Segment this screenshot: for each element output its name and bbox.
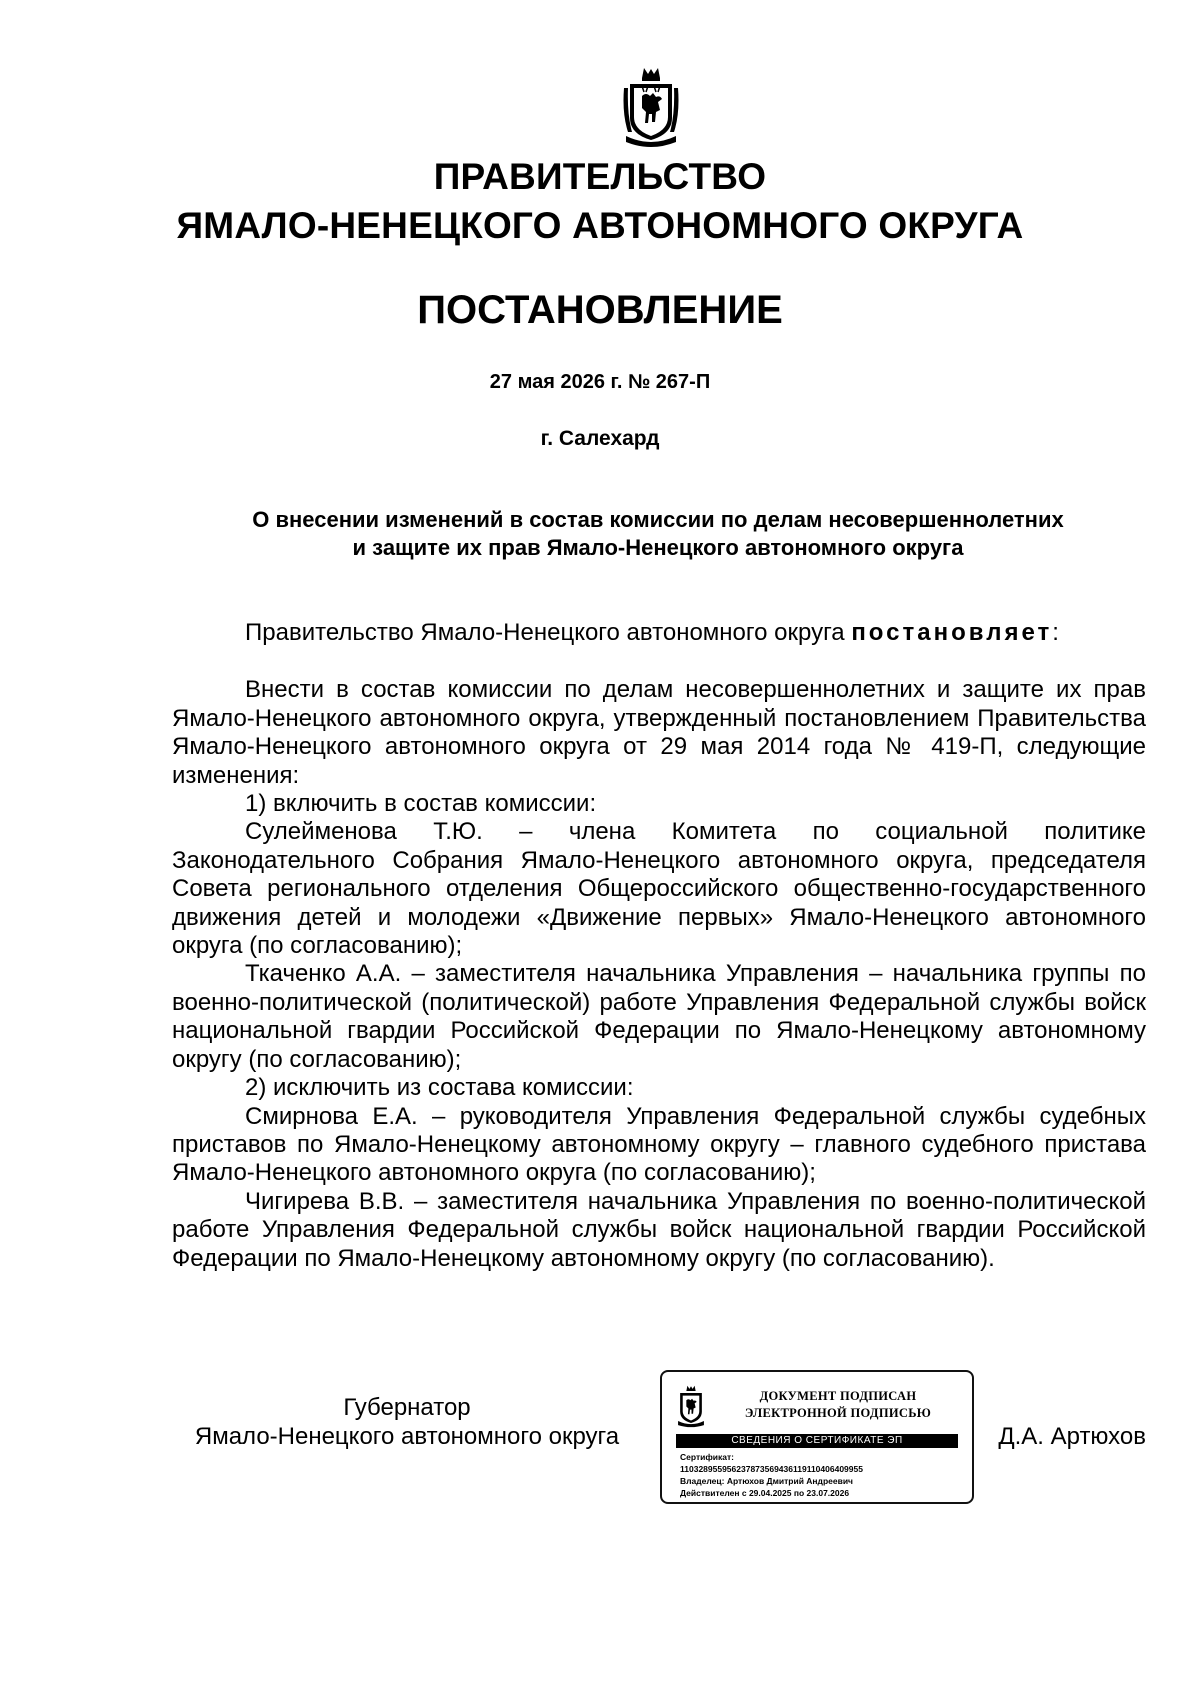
- document-date-number: 27 мая 2026 г. № 267-П: [489, 371, 711, 393]
- stamp-certificate-number: 1103289559562378735694361191104064099​55: [680, 1464, 863, 1474]
- stamp-heading-line2: ЭЛЕКТРОННОЙ ПОДПИСЬЮ: [744, 1406, 932, 1420]
- document-title-line2: и защите их прав Ямало-Ненецкого автономного округа: [352, 535, 964, 560]
- stamp-certificate-bar: СВЕДЕНИЯ О СЕРТИФИКАТЕ ЭП: [676, 1434, 958, 1448]
- document-title: [170, 506, 1146, 562]
- body-paragraph-exclude-heading: 2) исключить из состава комиссии:: [245, 1074, 634, 1102]
- document-type: ПОСТАНОВЛЕНИЕ: [417, 288, 783, 332]
- stamp-heading-line1: ДОКУМЕНТ ПОДПИСАН: [759, 1389, 917, 1403]
- body-paragraph-main: Внести в состав комиссии по делам несовершеннолетних и защите их прав Ямало-Ненецкого автономного округа, утвержденный постановлением Правительства Ямало-Ненецкого автономного округа от 29 мая 2014 года № 419-П, следующие изменения:: [172, 676, 1146, 789]
- intro-text: Правительство Ямало-Ненецкого автономного округа: [245, 619, 852, 646]
- body-paragraph-exclude-1: Смирнова Е.А. – руководителя Управления Федеральной службы судебных приставов по Ямало-Ненецкому автономному округу – главного судебного пристава Ямало-Ненецкого автономного округа (по согласованию);: [172, 1102, 1146, 1187]
- stamp-validity: Действителен с 29.04.2025 по 23.07.2026: [680, 1488, 850, 1498]
- stamp-owner: Владелец: Артюхов Дмитрий Андреевич: [680, 1476, 853, 1486]
- electronic-signature-stamp: [660, 1370, 974, 1504]
- organization-name-line1: ПРАВИТЕЛЬСТВО: [433, 156, 767, 197]
- intro-verb: постановляет: [851, 619, 1053, 646]
- body-paragraph-exclude-2: Чигирева В.В. – заместителя начальника Управления по военно-политической работе Управления Федеральной службы войск национальной гвардии Российской Федерации по Ямало-Ненецкому автономному округу (по согласованию).: [172, 1187, 1146, 1272]
- yanao-coat-of-arms-icon: [622, 66, 680, 152]
- signatory-position-line2: Ямало-Ненецкого автономного округа: [194, 1423, 620, 1450]
- signatory-name: Д.А. Артюхов: [998, 1423, 1146, 1450]
- organization-name-line2: ЯМАЛО-НЕНЕЦКОГО АВТОНОМНОГО ОКРУГА: [176, 205, 1024, 246]
- body-paragraph-include-heading: 1) включить в состав комиссии:: [245, 790, 597, 818]
- stamp-certificate-label: Сертификат:: [680, 1452, 734, 1462]
- intro-end: :: [1052, 619, 1059, 646]
- intro-paragraph: [172, 619, 1146, 647]
- document-body: [172, 619, 1146, 1273]
- document-city: г. Салехард: [540, 427, 660, 450]
- body-paragraph-include-2: Ткаченко А.А. – заместителя начальника Управления – начальника группы по военно-политической (политической) работе Управления Федеральной службы войск национальной гвардии Российской Федерации по Ямало-Ненецкому автономному округу (по согласованию);: [172, 960, 1146, 1073]
- document-title-line1: О внесении изменений в состав комиссии по делам несовершеннолетних: [252, 507, 1064, 532]
- body-paragraph-include-1: Сулейменова Т.Ю. – члена Комитета по социальной политике Законодательного Собрания Ямало-Ненецкого автономного округа, председателя Совета регионального отделения Общероссийского общественно-государственного движения детей и молодежи «Движение первых» Ямало-Ненецкого автономного округа (по согласованию);: [172, 818, 1146, 960]
- yanao-coat-of-arms-icon: [676, 1384, 706, 1430]
- signatory-position-line1: Губернатор: [343, 1394, 471, 1421]
